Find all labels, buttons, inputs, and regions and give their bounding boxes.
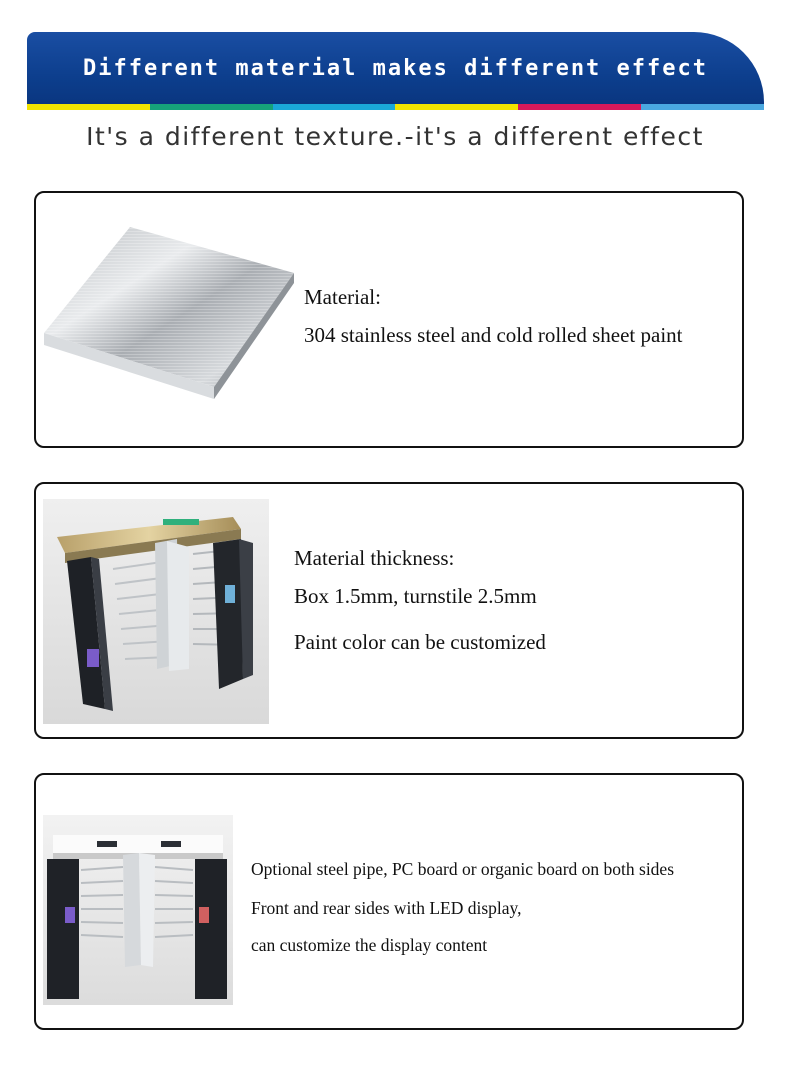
subtitle: It's a different texture.-it's a different effect [86,122,704,151]
stripe-5 [518,104,641,110]
thickness-card [34,482,744,739]
option-display: can customize the display content [251,935,488,955]
steel-plate-image [42,225,298,405]
paint-color-note: Paint color can be customized [294,630,546,654]
material-value: 304 stainless steel and cold rolled sheet paint [304,323,683,347]
turnstile-white-image [43,815,233,1005]
header-banner [27,32,764,104]
material-label: Material: [304,285,381,309]
stripe-3 [273,104,396,110]
stripe-4 [395,104,518,110]
option-panels: Optional steel pipe, PC board or organic board on both sides [251,859,675,879]
options-card [34,773,744,1030]
thickness-value: Box 1.5mm, turnstile 2.5mm [294,584,537,608]
color-stripes [27,104,764,110]
thickness-label: Material thickness: [294,546,455,570]
banner-title: Different material makes different effect [82,56,709,81]
stripe-6 [641,104,764,110]
turnstile-gold-image [43,499,269,724]
stripe-1 [27,104,150,110]
stripe-2 [150,104,273,110]
option-led: Front and rear sides with LED display, [251,898,522,918]
material-card [34,191,744,448]
